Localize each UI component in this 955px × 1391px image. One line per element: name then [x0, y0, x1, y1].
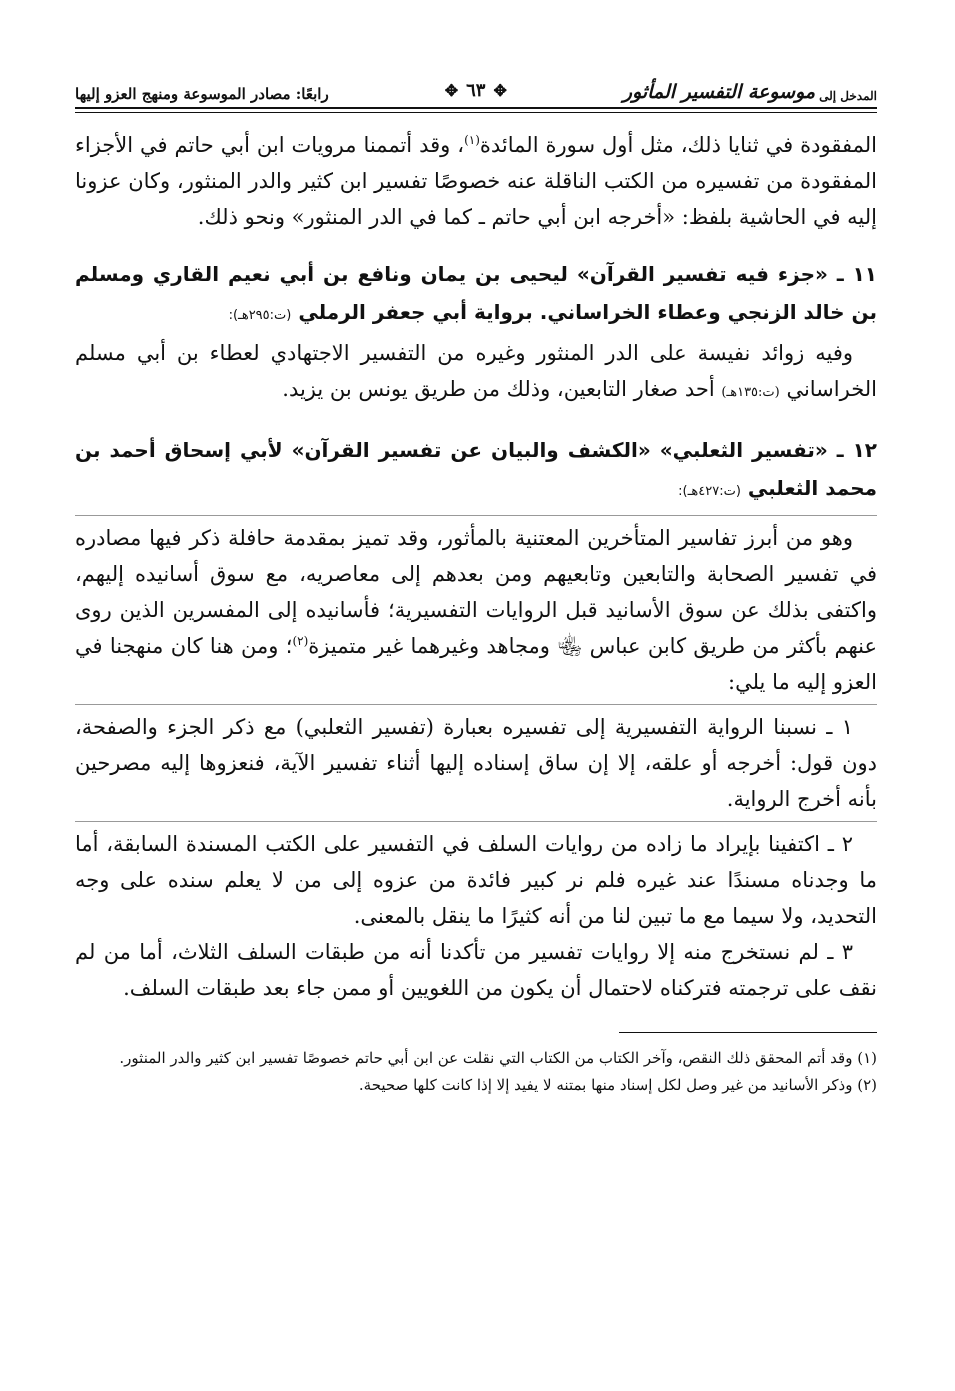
death-date: (ت:٤٢٧هـ): [678, 484, 741, 499]
footnote-separator [619, 1032, 877, 1033]
ornament-icon: ✥ [444, 80, 459, 100]
method-rule-2: ٢ ـ اكتفينا بإيراد ما زاده من روايات السلف في التفسير على الكتب المسندة السابقة، أما ما وجدناه مسندًا عند غيره فلم نر كبير فائدة من عزوه إلى من لا يعلم سنده على وجه التحديد، ولا سيما مع ما تبين لنا من أنه كثيرًا ما ينقل بالمعنى. [75, 832, 877, 928]
header-section-title: رابعًا: مصادر الموسوعة ومنهج العزو إليها [75, 85, 329, 103]
source-description-11 [75, 335, 877, 411]
header-rule-thick [75, 107, 877, 109]
book-page [75, 55, 877, 1355]
paragraph-text: ؛ ومن هنا كان منهجنا في العزو إليه ما يلي: [75, 634, 877, 694]
paragraph-text: المفقودة في ثنايا ذلك، مثل أول سورة المائدة [479, 133, 878, 157]
paragraph-text: وفيه زوائد نفيسة على الدر المنثور وغيره من التفسير الاجتهادي لعطاء بن أبي مسلم الخراساني [75, 341, 877, 401]
footnote-2: (٢) وذكر الأسانيد من غير وصل لكل إسناد منها بمتنه لا يفيد إلا إذا كانت كلها صحيحة. [358, 1076, 877, 1094]
footnote-marker: (١) [464, 133, 480, 147]
paragraph-text: وهو من أبرز تفاسير المتأخرين المعتنية بالمأثور، وقد تميز بمقدمة حافلة ذكر فيها مصادره في تفسير الصحابة والتابعين وتابعيهم ومن بعدهم إلى معاصريه، مع سوق أسانيده إليهم، واكتفى بذلك عن سوق الأسانيد قبل الروايات التفسيرية؛ فأسانيده إلى المفسرين الذين روى عنهم بأكثر من طريق كابن عباس ﵄ ومجاهد وغيرهما غير متميزة [75, 526, 877, 658]
main-text [75, 127, 877, 1099]
source-heading-12 [75, 431, 877, 511]
heading-text: ١١ ـ «جزء فيه تفسير القرآن» ليحيى بن يمان ونافع بن أبي نعيم القاري ومسلم بن خالد الزنجي وعطاء الخراساني. برواية أبي جعفر الرملي [75, 262, 877, 324]
source-description-12 [75, 520, 877, 700]
section-divider [75, 821, 877, 822]
section-divider [75, 704, 877, 705]
header-page-number-block [435, 80, 517, 103]
header-intro-label: المدخل إلى [819, 89, 877, 103]
header-rule-thin [75, 112, 877, 113]
method-rule-1: ١ ـ نسبنا الرواية التفسيرية إلى تفسيره بعبارة (تفسير الثعلبي) مع ذكر الجزء والصفحة، دون قول: أخرجه أو علقه، إلا إن ساق إسناده إليها أثناء تفسير الآية، فنعزوها إليه مصرحين بأنه أخرج الرواية. [75, 715, 877, 811]
paragraph-text: أحد صغار التابعين، وذلك من طريق يونس بن يزيد. [282, 377, 715, 401]
ornament-icon: ✥ [493, 80, 507, 100]
death-date: (ت:١٣٥هـ) [721, 385, 780, 400]
footnote-marker: (٢) [292, 634, 309, 648]
paragraph-continuation [75, 127, 877, 235]
header-book-title [623, 81, 877, 103]
page-number: ٦٣ [466, 80, 486, 101]
footnote-1: (١) وقد أتم المحقق ذلك النقص، وآخر الكتاب من الكتاب التي نقلت عن ابن أبي حاتم خصوصًا تفسير ابن كثير والدر المنثور. [119, 1049, 877, 1067]
death-date: (ت:٢٩٥هـ): [228, 308, 292, 323]
source-heading-11 [75, 255, 877, 335]
heading-text: ١٢ ـ «تفسير الثعلبي» «الكشف والبيان عن تفسير القرآن» لأبي إسحاق أحمد بن محمد الثعلبي [75, 438, 877, 500]
paragraph-text: ، وقد أتممنا مرويات ابن أبي حاتم في الأجزاء المفقودة من تفسيره من الكتب الناقلة عنه خصوصًا تفسير ابن كثير والدر المنثور، وكان عزونا إليه في الحاشية بلفظ: «أخرجه ابن أبي حاتم ـ كما في الدر المنثور» ونحو ذلك. [75, 133, 877, 229]
method-rule-3: ٣ ـ لم نستخرج منه إلا روايات تفسير من تأكدنا أنه من طبقات السلف الثلاث، أما من لم نقف على ترجمته فتركناه لاحتمال أن يكون من اللغويين أو ممن جاء بعد طبقات السلف. [75, 940, 877, 1000]
running-header [75, 55, 877, 103]
footnotes [75, 1045, 877, 1099]
section-divider [75, 515, 877, 516]
header-encyclopedia-title: موسوعة التفسير المأثور [622, 81, 816, 103]
